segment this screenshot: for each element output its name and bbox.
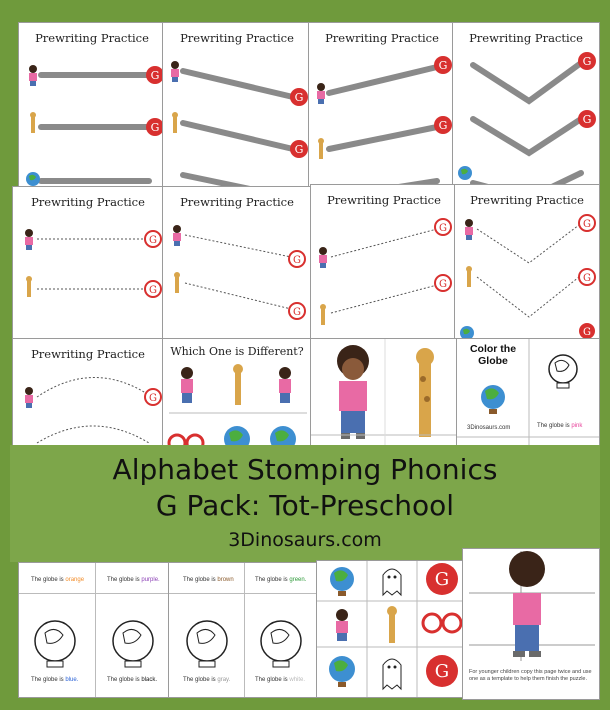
worksheet-title: Prewriting Practice <box>180 31 294 45</box>
color-word: purple. <box>141 577 160 583</box>
svg-text:G: G <box>149 285 157 296</box>
worksheet-title: Prewriting Practice <box>180 195 294 209</box>
svg-text:G: G <box>294 143 304 156</box>
giraffe-icon <box>233 364 243 405</box>
girl-icon <box>25 229 33 250</box>
banner-subtitle: G Pack: Tot-Preschool <box>155 489 455 522</box>
letter-g-icon <box>579 215 595 231</box>
color-card-caption: The globe is green. <box>255 577 307 583</box>
giraffe-icon <box>172 112 178 133</box>
color-card-caption: The globe is brown <box>183 577 234 583</box>
girl-icon <box>336 609 348 641</box>
globe-icon <box>330 567 354 596</box>
girl-icon <box>509 551 545 657</box>
giraffe-icon <box>318 138 324 159</box>
girl-icon <box>337 345 369 439</box>
svg-text:G: G <box>434 569 450 590</box>
ghost-icon <box>383 569 401 595</box>
color-card-caption: The globe is white. <box>255 677 306 683</box>
color-globe-title: Color the Globe <box>469 343 517 367</box>
giraffe-icon <box>320 304 326 325</box>
letter-g-icon <box>579 323 595 339</box>
color-card-caption: The globe is orange <box>31 577 85 583</box>
puzzle-pictures <box>311 339 458 450</box>
svg-text:G: G <box>583 273 591 284</box>
svg-text:G: G <box>583 327 591 338</box>
svg-text:G: G <box>150 69 160 82</box>
svg-text:G: G <box>582 55 592 68</box>
dotted-track <box>37 377 149 443</box>
dotted-track <box>331 229 437 313</box>
worksheet-title: Prewriting Practice <box>470 193 584 207</box>
prewriting-sheet-zigzag <box>452 22 600 197</box>
dotted-track <box>37 239 147 289</box>
svg-text:G: G <box>150 121 160 134</box>
prewriting-lines <box>453 23 600 197</box>
color-word: green. <box>289 577 307 583</box>
letter-g-icon <box>426 563 458 595</box>
girl-icon <box>173 225 181 246</box>
dotted-track <box>477 225 579 317</box>
letter-g-icon <box>289 251 305 267</box>
prewriting-sheet-dotted-curve <box>12 338 164 450</box>
color-the-globe-sheet <box>456 338 600 450</box>
girl-puzzle-sheet <box>462 548 600 700</box>
prewriting-sheet-dotted-straight <box>12 186 164 346</box>
svg-text:G: G <box>293 307 301 318</box>
svg-text:G: G <box>434 661 450 682</box>
prewriting-lines <box>13 187 164 346</box>
prewriting-lines <box>19 23 166 197</box>
color-globe-site: 3Dinosaurs.com <box>467 425 511 431</box>
ghost-icon <box>383 659 401 689</box>
letter-g-icon <box>145 281 161 297</box>
color-card-caption: The globe is black. <box>107 677 158 683</box>
letter-g-icon <box>290 88 308 106</box>
svg-text:G: G <box>582 113 592 126</box>
goggles-icon <box>423 614 461 632</box>
banner-website: 3Dinosaurs.com <box>228 529 382 551</box>
color-word: gray. <box>217 677 231 683</box>
girl-icon <box>317 83 325 104</box>
svg-text:G: G <box>439 223 447 234</box>
color-word: white. <box>289 677 306 683</box>
prewriting-lines <box>311 185 458 346</box>
letter-g-icon <box>579 269 595 285</box>
prewriting-sheet-dotted-slant-up <box>310 184 458 346</box>
girl-icon <box>181 367 193 403</box>
puzzle-pieces-sheet <box>310 338 458 450</box>
color-cards-sheet-2 <box>168 562 318 698</box>
color-word: blue. <box>65 677 79 683</box>
worksheet-title: Prewriting Practice <box>327 193 441 207</box>
prewriting-sheet-dotted-zigzag <box>454 184 600 346</box>
globe-icon <box>26 172 40 186</box>
prewriting-lines <box>309 23 456 197</box>
girl-icon <box>171 61 179 82</box>
giraffe-icon <box>416 348 434 437</box>
letter-g-icon <box>434 56 452 74</box>
color-globe-pictures <box>457 339 600 450</box>
puzzle-note: For younger children copy this page twice and use one as a template to help them finish the puzzle. <box>469 669 592 682</box>
letter-g-icon <box>290 140 308 158</box>
dotted-track <box>185 235 291 309</box>
giraffe-icon <box>387 606 397 643</box>
color-cards-sheet-1 <box>18 562 170 698</box>
prewriting-sheet-dotted-slant-down <box>162 186 312 346</box>
prewriting-lines <box>163 187 312 346</box>
girl-icon <box>465 219 473 240</box>
girl-icon <box>279 367 291 403</box>
track-line <box>329 67 437 197</box>
svg-text:G: G <box>439 279 447 290</box>
picture-cards <box>317 561 466 698</box>
svg-text:G: G <box>294 91 304 104</box>
girl-icon <box>29 65 37 86</box>
caption-prefix: The globe is <box>537 423 570 429</box>
letter-g-icon <box>145 231 161 247</box>
giraffe-icon <box>30 112 36 133</box>
letter-g-icon <box>426 655 458 687</box>
prewriting-sheet-slant-up <box>308 22 456 197</box>
which-different-pictures <box>163 339 312 450</box>
giraffe-icon <box>174 272 180 293</box>
letter-g-icon <box>435 275 451 291</box>
color-globe-caption <box>537 423 582 429</box>
worksheet-title: Prewriting Practice <box>325 31 439 45</box>
girl-icon <box>319 247 327 268</box>
globe-icon <box>329 656 355 687</box>
girl-icon <box>25 387 33 408</box>
svg-text:G: G <box>149 393 157 404</box>
worksheet-title: Which One is Different? <box>170 345 304 358</box>
color-card-caption: The globe is purple. <box>107 577 160 583</box>
svg-text:G: G <box>149 235 157 246</box>
svg-text:G: G <box>293 255 301 266</box>
globe-outline-icon <box>35 621 75 667</box>
globe-icon <box>481 385 505 414</box>
color-card-caption: The globe is gray. <box>183 677 231 683</box>
track-line <box>41 75 149 181</box>
globe-outline-icon <box>549 355 577 388</box>
prewriting-sheet-slant-down <box>162 22 312 197</box>
track-line <box>183 71 293 197</box>
worksheet-title: Prewriting Practice <box>469 31 583 45</box>
which-one-different-sheet <box>162 338 312 450</box>
letter-g-icon <box>578 110 596 128</box>
color-card-caption: The globe is blue. <box>31 677 79 683</box>
worksheet-title: Prewriting Practice <box>31 195 145 209</box>
color-word: brown <box>217 577 234 583</box>
globe-outline-icon <box>187 621 227 667</box>
color-word: orange <box>65 577 85 583</box>
banner-title: Alphabet Stomping Phonics <box>112 453 498 486</box>
prewriting-lines <box>163 23 312 197</box>
letter-g-icon <box>435 219 451 235</box>
prewriting-lines <box>455 185 600 346</box>
letter-g-icon <box>434 116 452 134</box>
globe-icon <box>458 166 472 180</box>
worksheet-title: Prewriting Practice <box>35 31 149 45</box>
letter-g-icon <box>145 389 161 405</box>
title-banner <box>10 445 600 562</box>
prewriting-lines <box>13 339 164 450</box>
giraffe-icon <box>466 266 472 287</box>
track-line <box>473 63 581 197</box>
letter-g-icon <box>578 52 596 70</box>
globe-outline-icon <box>261 621 301 667</box>
prewriting-sheet-straight <box>18 22 166 197</box>
svg-text:G: G <box>583 219 591 230</box>
picture-cards-sheet <box>316 560 466 698</box>
globe-outline-icon <box>113 621 153 667</box>
letter-g-icon <box>289 303 305 319</box>
giraffe-icon <box>26 276 32 297</box>
worksheet-title: Prewriting Practice <box>31 347 145 361</box>
color-word: black. <box>141 677 158 683</box>
svg-text:G: G <box>438 119 448 132</box>
svg-text:G: G <box>438 59 448 72</box>
caption-color: pink <box>571 423 583 429</box>
